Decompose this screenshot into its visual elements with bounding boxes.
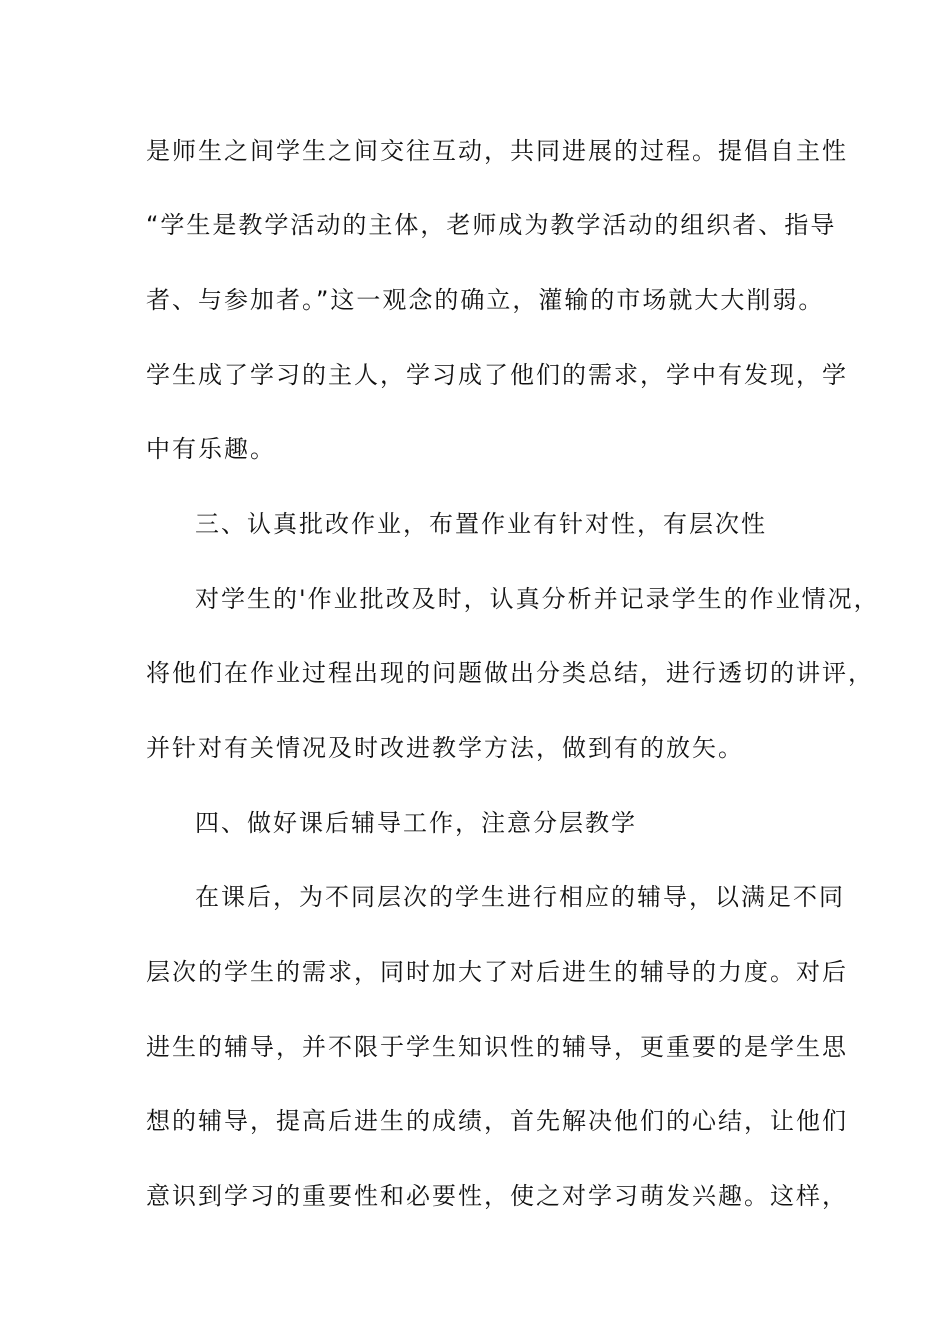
- text-line: 者、与参加者。”这一观念的确立，灌输的市场就大大削弱。: [146, 286, 825, 314]
- text-line: 层次的学生的需求，同时加大了对后进生的辅导的力度。对后: [146, 958, 848, 986]
- text-line: 将他们在作业过程出现的问题做出分类总结，进行透切的讲评，: [146, 659, 874, 687]
- text-line: 进生的辅导，并不限于学生知识性的辅导，更重要的是学生思: [146, 1033, 848, 1061]
- text-line: 是师生之间学生之间交往互动，共同进展的过程。提倡自主性: [146, 137, 848, 165]
- text-line: 并针对有关情况及时改进教学方法，做到有的放矢。: [146, 734, 744, 762]
- text-line: 学生成了学习的主人，学习成了他们的需求，学中有发现，学: [146, 361, 848, 389]
- text-line: 想的辅导，提高后进生的成绩，首先解决他们的心结，让他们: [146, 1107, 848, 1135]
- section-heading: 三、认真批改作业，布置作业有针对性，有层次性: [195, 510, 767, 538]
- text-line: 在课后，为不同层次的学生进行相应的辅导，以满足不同: [195, 883, 845, 911]
- text-line: 对学生的'作业批改及时，认真分析并记录学生的作业情况，: [195, 585, 880, 613]
- text-line: “学生是教学活动的主体，老师成为教学活动的组织者、指导: [146, 211, 837, 239]
- section-heading: 四、做好课后辅导工作，注意分层教学: [195, 809, 637, 837]
- text-line: 意识到学习的重要性和必要性，使之对学习萌发兴趣。这样，: [146, 1182, 848, 1210]
- text-line: 中有乐趣。: [146, 435, 276, 463]
